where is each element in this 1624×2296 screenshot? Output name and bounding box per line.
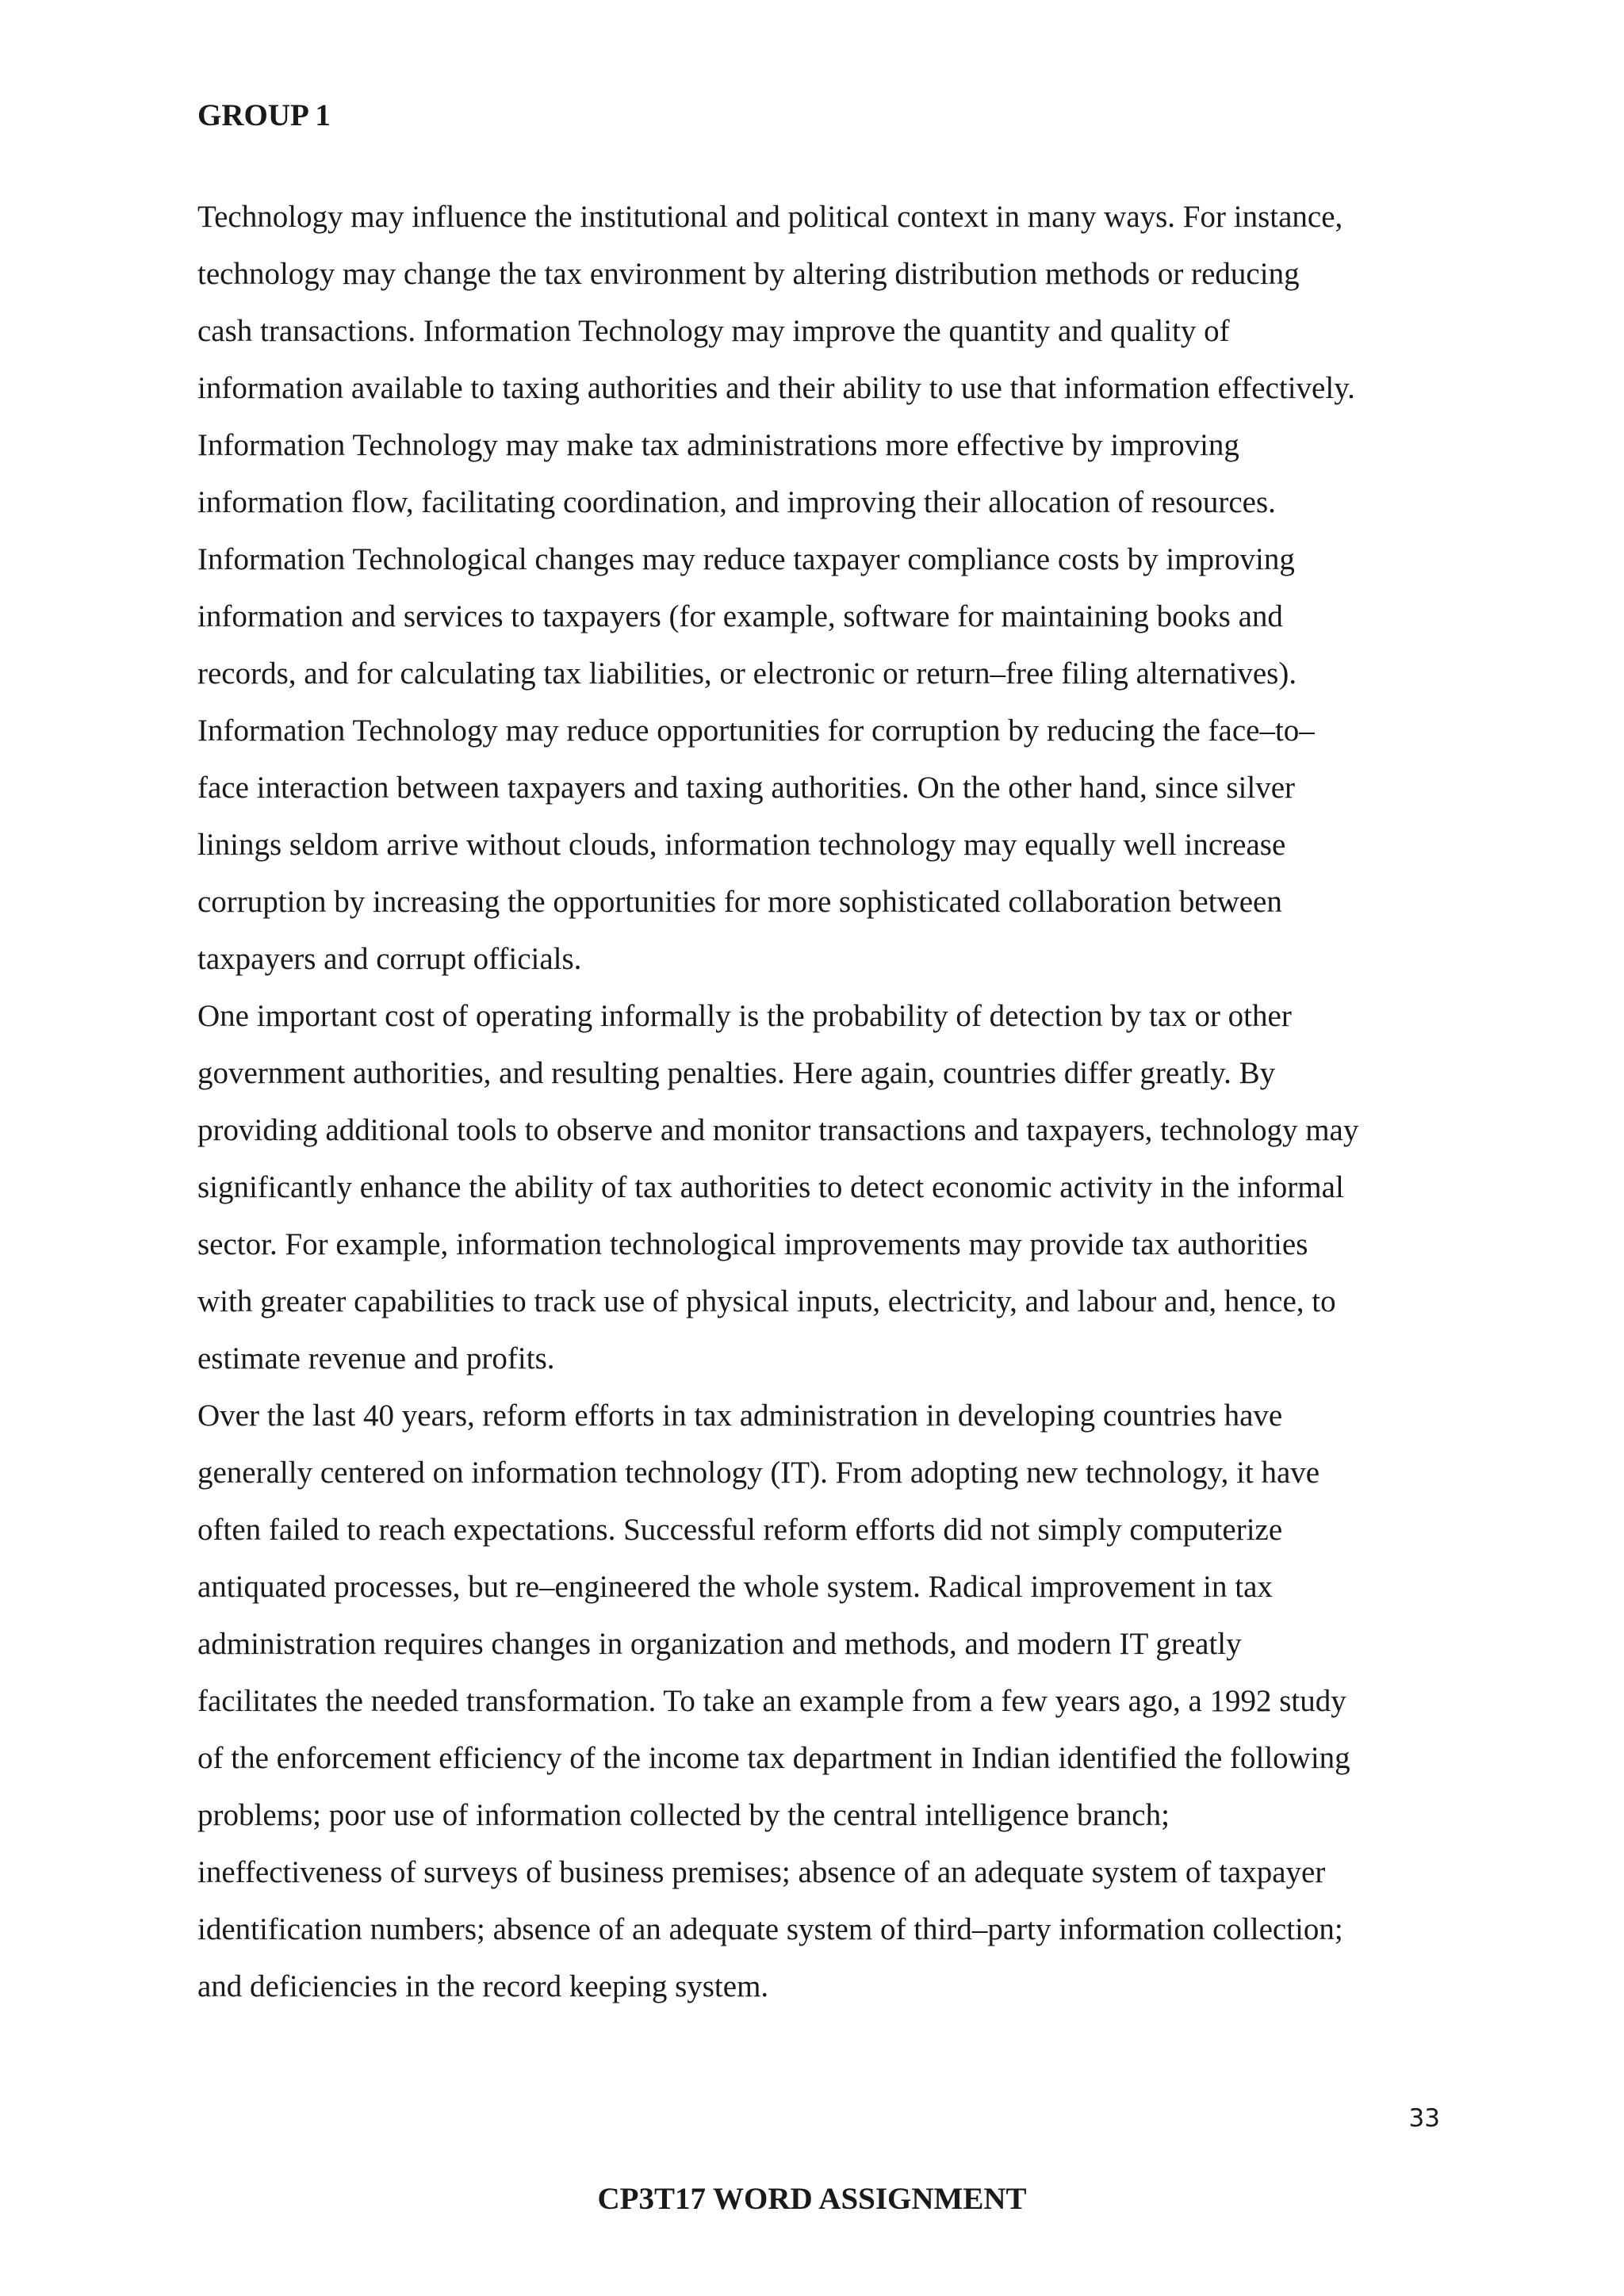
text-line: information flow, facilitating coordination, and improving their allocation of resources. [197, 485, 1276, 519]
text-line: facilitates the needed transformation. To take an example from a few years ago, a 1992 study [197, 1684, 1346, 1718]
text-line: and deficiencies in the record keeping system. [197, 1969, 769, 2003]
text-line: of the enforcement efficiency of the income tax department in Indian identified the following [197, 1741, 1350, 1775]
text-line: government authorities, and resulting penalties. Here again, countries differ greatly. By [197, 1056, 1276, 1090]
text-line: estimate revenue and profits. [197, 1341, 555, 1376]
text-line: problems; poor use of information collected by the central intelligence branch; [197, 1798, 1170, 1832]
text-line: face interaction between taxpayers and taxing authorities. On the other hand, since silver [197, 771, 1295, 805]
text-line: Information Technology may make tax administrations more effective by improving [197, 428, 1239, 462]
text-line: with greater capabilities to track use of physical inputs, electricity, and labour and, hence, to [197, 1284, 1336, 1318]
text-line: Technology may influence the institutional and political context in many ways. For instance, [197, 200, 1343, 234]
text-line: antiquated processes, but re–engineered the whole system. Radical improvement in tax [197, 1570, 1273, 1604]
text-line: sector. For example, information technological improvements may provide tax authorities [197, 1227, 1308, 1261]
text-line: providing additional tools to observe and monitor transactions and taxpayers, technology may [197, 1113, 1359, 1147]
body-text [197, 189, 1450, 2015]
text-line: generally centered on information technology (IT). From adopting new technology, it have [197, 1456, 1320, 1490]
text-line: significantly enhance the ability of tax authorities to detect economic activity in the informal [197, 1170, 1344, 1204]
text-line: records, and for calculating tax liabilities, or electronic or return–free filing alternatives). [197, 656, 1297, 691]
text-line: Information Technological changes may reduce taxpayer compliance costs by improving [197, 542, 1295, 576]
text-line: often failed to reach expectations. Successful reform efforts did not simply computerize [197, 1513, 1283, 1547]
text-line: technology may change the tax environment by altering distribution methods or reducing [197, 257, 1300, 291]
section-heading: GROUP 1 [197, 98, 331, 132]
text-line: Information Technology may reduce opportunities for corruption by reducing the face–to– [197, 714, 1315, 748]
text-line: ineffectiveness of surveys of business premises; absence of an adequate system of taxpayer [197, 1855, 1326, 1889]
text-line: One important cost of operating informally is the probability of detection by tax or other [197, 999, 1292, 1033]
page-number: 33 [1408, 2104, 1440, 2133]
text-line: administration requires changes in organization and methods, and modern IT greatly [197, 1627, 1242, 1661]
text-line: taxpayers and corrupt officials. [197, 942, 582, 976]
page-footer: CP3T17 WORD ASSIGNMENT [597, 2182, 1027, 2216]
text-line: corruption by increasing the opportunities for more sophisticated collaboration between [197, 885, 1282, 919]
text-line: Over the last 40 years, reform efforts in tax administration in developing countries have [197, 1399, 1283, 1433]
text-line: identification numbers; absence of an adequate system of third–party information collection; [197, 1912, 1343, 1946]
text-line: information and services to taxpayers (for example, software for maintaining books and [197, 599, 1283, 633]
text-line: cash transactions. Information Technology may improve the quantity and quality of [197, 314, 1230, 348]
text-line: linings seldom arrive without clouds, information technology may equally well increase [197, 828, 1286, 862]
text-line: information available to taxing authorities and their ability to use that information effectively. [197, 371, 1355, 405]
